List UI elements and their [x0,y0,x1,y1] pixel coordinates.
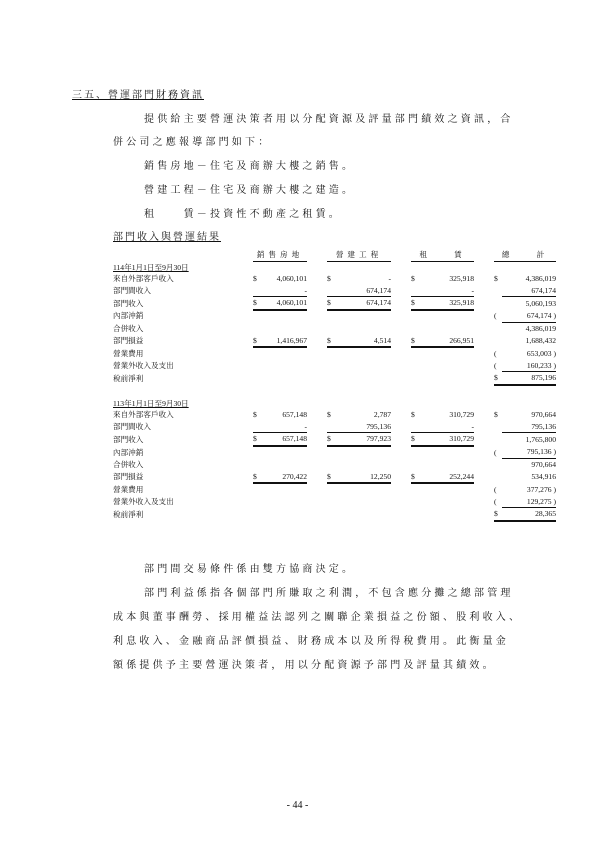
cell-value [261,496,307,508]
cell-value: - [419,421,474,433]
currency-symbol: ( [494,348,497,358]
row-label: 合併收入 [113,459,144,469]
currency-symbol [253,496,261,508]
section-title: 三五、營運部門財務資訊 [72,90,204,101]
segment-desc-sales: 銷售房地－住宅及商辦大樓之銷售。 [144,161,356,172]
currency-symbol: $ [327,274,331,284]
currency-symbol [253,483,261,496]
cell-value [261,372,307,385]
currency-symbol [494,433,502,446]
table-row [113,433,556,446]
cell-value [419,496,474,508]
cell-value: 4,386,019 [525,324,556,334]
cell-value [261,459,307,471]
table-header-row [113,249,556,261]
currency-symbol [253,421,261,433]
page-number: - 44 - [286,800,309,811]
currency-symbol [494,297,502,310]
cell-value: 653,003 ) [526,348,556,358]
currency-symbol [494,323,502,335]
cell-value: - [388,274,391,284]
currency-symbol [411,446,419,459]
row-label: 稅前淨利 [113,509,144,519]
currency-symbol [411,421,419,433]
cell-value [335,483,391,496]
currency-symbol: $ [411,471,419,484]
currency-symbol: $ [327,297,335,310]
cell-value: 4,060,101 [276,274,307,284]
currency-symbol [494,285,502,297]
cell-value: - [419,285,474,297]
header-leasing: 租 賃 [411,249,474,261]
cell-value [261,323,307,335]
cell-value: 377,276 ) [526,484,556,494]
currency-symbol [494,459,502,471]
cell-value: 875,196 [502,372,556,385]
cell-value [335,310,391,323]
row-label: 內部沖銷 [113,311,144,321]
cell-value [419,360,474,372]
row-label: 營業外收入及支出 [113,361,174,371]
table-row [113,459,556,471]
header-total: 總 計 [494,249,556,261]
row-label: 部門間收入 [113,286,151,296]
currency-symbol: $ [253,335,261,348]
row-label: 營業費用 [113,348,144,358]
currency-symbol [253,372,261,385]
cell-value [335,496,391,508]
cell-value: 795,136 ) [502,446,556,459]
cell-value: 795,136 [335,421,391,433]
currency-symbol: ( [494,447,497,457]
cell-value [419,372,474,385]
currency-symbol: ( [494,484,497,494]
cell-value [419,323,474,335]
currency-symbol [411,483,419,496]
currency-symbol [494,421,502,433]
currency-symbol: $ [253,274,257,284]
cell-value: 1,688,432 [525,336,556,346]
note-2-line-3: 利息收入、金融商品評價損益、財務成本以及所得稅費用。此衡量金 [113,636,509,647]
cell-value [419,483,474,496]
cell-value: 266,951 [419,335,474,348]
currency-symbol [411,372,419,385]
period-row [113,398,556,410]
cell-value: 310,729 [449,410,474,420]
currency-symbol [327,446,335,459]
table-row [113,360,556,372]
table-row [113,323,556,335]
currency-symbol [327,360,335,372]
cell-value: 4,386,019 [525,274,556,284]
cell-value [261,508,307,521]
table-row [113,372,556,385]
currency-symbol [411,347,419,360]
cell-value [261,483,307,496]
currency-symbol [327,372,335,385]
period-label: 114年1月1日至9月30日 [113,262,189,272]
currency-symbol [253,323,261,335]
cell-value [261,347,307,360]
cell-value [419,459,474,471]
cell-value: 4,060,101 [261,297,307,310]
currency-symbol: $ [327,335,335,348]
currency-symbol [411,310,419,323]
table-row [113,421,556,433]
currency-symbol: $ [411,433,419,446]
segment-desc-construction: 營建工程－住宅及商辦大樓之建造。 [144,185,356,196]
currency-symbol [327,496,335,508]
cell-value: 160,233 ) [502,360,556,372]
currency-symbol [411,496,419,508]
currency-symbol [327,508,335,521]
segment-table [113,249,556,522]
cell-value: 28,365 [502,508,556,521]
row-label: 部門收入 [113,298,144,308]
currency-symbol [494,471,502,484]
note-1: 部門間交易條件係由雙方協商決定。 [144,564,356,575]
cell-value: 674,174 ) [502,310,556,323]
period-row [113,261,556,273]
cell-value: 970,664 [531,410,556,420]
cell-value: 674,174 [502,285,556,297]
table-row [113,273,556,285]
currency-symbol [253,285,261,297]
row-label: 部門間收入 [113,422,151,432]
cell-value: 325,918 [449,274,474,284]
table-row [113,446,556,459]
currency-symbol: $ [327,433,335,446]
currency-symbol [253,360,261,372]
currency-symbol [327,483,335,496]
table-row [113,508,556,521]
currency-symbol [411,508,419,521]
cell-value [261,446,307,459]
cell-value: 4,514 [335,335,391,348]
table-row [113,297,556,310]
currency-symbol [327,459,335,471]
currency-symbol: $ [411,335,419,348]
period-label: 113年1月1日至9月30日 [113,398,189,408]
table-row [113,471,556,484]
currency-symbol: ( [494,497,497,507]
cell-value [335,508,391,521]
cell-value: 674,174 [335,285,391,297]
row-label: 營業外收入及支出 [113,497,174,507]
table-row [113,409,556,421]
cell-value: 1,416,967 [261,335,307,348]
row-label: 合併收入 [113,323,144,333]
segment-desc-leasing: 租 賃－投資性不動產之租賃。 [144,209,342,220]
cell-value: 252,244 [419,471,474,484]
cell-value: 657,148 [261,433,307,446]
currency-symbol: $ [494,372,502,385]
cell-value [261,310,307,323]
table-row [113,347,556,360]
note-2-line-2: 成本與董事酬勞、採用權益法認列之關聯企業損益之份額、股利收入、 [113,612,523,623]
currency-symbol: $ [253,410,257,420]
table-row [113,335,556,348]
cell-value [335,347,391,360]
cell-value [419,508,474,521]
table-row [113,496,556,508]
currency-symbol [253,446,261,459]
table-row [113,310,556,323]
currency-symbol: $ [327,471,335,484]
table-title: 部門收入與營運結果 [113,232,221,243]
cell-value [419,347,474,360]
cell-value [419,446,474,459]
cell-value [335,372,391,385]
cell-value: 657,148 [282,410,307,420]
currency-symbol [327,421,335,433]
intro-line-1: 提供給主要營運決策者用以分配資源及評量部門績效之資訊，合 [144,114,514,125]
cell-value: 534,916 [531,472,556,482]
note-2-line-1: 部門利益係指各個部門所賺取之利潤，不包含應分攤之總部管理 [144,588,514,599]
cell-value: 325,918 [419,297,474,310]
cell-value: 1,765,800 [525,434,556,444]
header-sales: 銷售房地 [253,249,307,261]
currency-symbol [327,285,335,297]
cell-value [419,310,474,323]
currency-symbol [327,347,335,360]
table-row [113,483,556,496]
row-label: 來自外部客戶收入 [113,410,174,420]
row-label: 部門損益 [113,336,144,346]
currency-symbol: $ [253,471,261,484]
cell-value: 270,422 [261,471,307,484]
row-label: 部門損益 [113,472,144,482]
cell-value: 310,729 [419,433,474,446]
currency-symbol [411,360,419,372]
currency-symbol [494,335,502,348]
currency-symbol [253,310,261,323]
row-label: 稅前淨利 [113,373,144,383]
cell-value: 970,664 [531,460,556,470]
cell-value: 2,787 [373,410,391,420]
cell-value: 12,250 [335,471,391,484]
header-construction: 營建工程 [327,249,391,261]
currency-symbol: $ [253,433,261,446]
row-label: 部門收入 [113,434,144,444]
currency-symbol [327,310,335,323]
cell-value: 674,174 [335,297,391,310]
currency-symbol: $ [494,274,498,284]
currency-symbol [253,347,261,360]
intro-line-2: 併公司之應報導部門如下： [113,137,272,148]
cell-value [335,459,391,471]
currency-symbol: $ [327,410,331,420]
currency-symbol: $ [494,410,498,420]
currency-symbol [411,459,419,471]
cell-value: - [261,421,307,433]
note-2-line-4: 額係提供予主要營運決策者，用以分配資源予部門及評量其績效。 [113,660,496,671]
currency-symbol [411,323,419,335]
row-label: 內部沖銷 [113,447,144,457]
cell-value: 5,060,193 [525,298,556,308]
currency-symbol: $ [411,410,415,420]
currency-symbol [253,508,261,521]
currency-symbol [253,459,261,471]
currency-symbol: $ [411,274,415,284]
cell-value: 795,136 [502,421,556,433]
currency-symbol: ( [494,311,497,321]
currency-symbol: $ [494,508,502,521]
row-label: 營業費用 [113,484,144,494]
cell-value [261,360,307,372]
cell-value: 129,275 ) [502,496,556,508]
cell-value: - [261,285,307,297]
row-label: 來自外部客戶收入 [113,274,174,284]
currency-symbol [327,323,335,335]
currency-symbol: $ [411,297,419,310]
currency-symbol: $ [253,297,261,310]
cell-value [335,446,391,459]
cell-value: 797,923 [335,433,391,446]
currency-symbol [411,285,419,297]
currency-symbol: ( [494,361,497,371]
cell-value [335,323,391,335]
table-row [113,285,556,297]
cell-value [335,360,391,372]
